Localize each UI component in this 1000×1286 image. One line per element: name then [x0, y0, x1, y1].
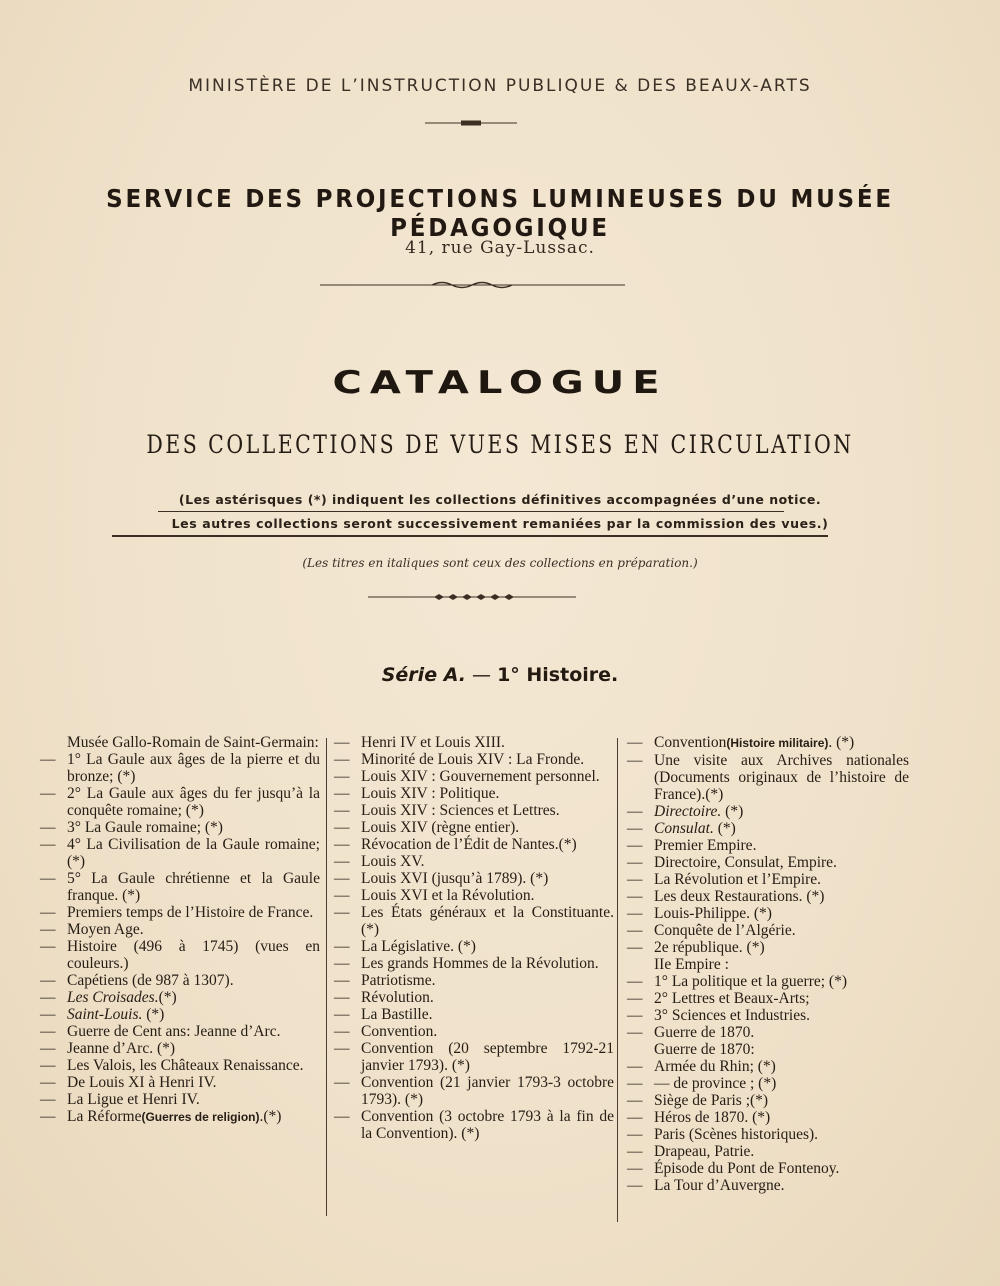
entry-dash: —	[40, 989, 56, 1006]
entry-title: Louis XIV : Politique.	[361, 785, 500, 802]
entry-title: Convention.	[361, 1023, 438, 1040]
entry-dash: —	[334, 768, 350, 785]
catalogue-entry	[40, 1091, 320, 1108]
entry-dash: —	[627, 752, 643, 769]
entry-title: Musée Gallo-Romain de Saint-Germain:	[67, 734, 319, 751]
entry-dash: —	[334, 751, 350, 768]
entry-title: Drapeau, Patrie.	[654, 1143, 755, 1160]
entry-dash: —	[40, 921, 56, 938]
entry-title: Jeanne d’Arc. (*)	[67, 1040, 176, 1057]
entry-title: 2° La Gaule aux âges du fer jusqu’à la conquête romaine; (*)	[67, 785, 320, 819]
entry-dash: —	[40, 870, 56, 887]
entry-title: Épisode du Pont de Fontenoy.	[654, 1160, 840, 1177]
catalogue-entry	[627, 752, 909, 803]
entry-title: La Ligue et Henri IV.	[67, 1091, 200, 1108]
entry-title: Convention (20 septembre 1792-21 janvier 1793). (*)	[361, 1040, 614, 1074]
entry-title: Héros de 1870. (*)	[654, 1109, 771, 1126]
catalogue-entry	[627, 990, 909, 1007]
entry-dash: —	[627, 1160, 643, 1177]
catalogue-entry	[40, 1108, 320, 1126]
entry-title: Moyen Age.	[67, 921, 144, 938]
catalogue-entry	[334, 1023, 614, 1040]
entry-title: Révocation de l’Édit de Nantes.(*)	[361, 836, 577, 853]
entry-dash: —	[627, 905, 643, 922]
entry-dash: —	[627, 837, 643, 854]
entry-title: Les Valois, les Châteaux Renaissance.	[67, 1057, 304, 1074]
service-title: SERVICE DES PROJECTIONS LUMINEUSES DU MUSÉE PÉDAGOGIQUE	[106, 184, 894, 242]
catalogue-entry	[334, 734, 614, 751]
entry-dash: —	[40, 1057, 56, 1074]
entry-dash: —	[40, 1006, 56, 1023]
entry-dash: —	[627, 1143, 643, 1160]
entry-dash: —	[40, 1074, 56, 1091]
catalogue-column-3	[627, 734, 909, 1194]
catalogue-entry	[334, 1006, 614, 1023]
catalogue-entry	[627, 1041, 909, 1058]
catalogue-entry	[40, 734, 320, 751]
entry-title: Louis XVI (jusqu’à 1789). (*)	[361, 870, 549, 887]
entry-title: Paris (Scènes historiques).	[654, 1126, 819, 1143]
catalogue-entry	[334, 819, 614, 836]
entry-title: Louis-Philippe. (*)	[654, 905, 772, 922]
entry-suffix: (*)	[713, 820, 736, 837]
entry-title: Guerre de Cent ans: Jeanne d’Arc.	[67, 1023, 281, 1040]
catalogue-entry	[334, 870, 614, 887]
entry-dash: —	[627, 990, 643, 1007]
entry-title: Conquête de l’Algérie.	[654, 922, 796, 939]
catalogue-column-2	[334, 734, 614, 1142]
catalogue-entry	[334, 1040, 614, 1074]
entry-dash: —	[627, 1007, 643, 1024]
catalogue-entry	[40, 785, 320, 819]
entry-title: Convention	[654, 734, 727, 751]
entry-title: De Louis XI à Henri IV.	[67, 1074, 217, 1091]
entry-title: Armée du Rhin; (*)	[654, 1058, 776, 1075]
entry-title: 1° La politique et la guerre; (*)	[654, 973, 847, 990]
catalogue-entry	[627, 1075, 909, 1092]
entry-dash: —	[334, 819, 350, 836]
series-heading	[0, 664, 1000, 686]
catalogue-entry	[627, 820, 909, 837]
catalogue-entry	[627, 939, 909, 956]
catalogue-entry	[40, 819, 320, 836]
catalogue-entry	[627, 1024, 909, 1041]
entry-title: Guerre de 1870:	[654, 1041, 755, 1058]
series-dash: —	[472, 664, 492, 686]
entry-dash: —	[334, 1040, 350, 1057]
entry-dash: —	[334, 989, 350, 1006]
entry-suffix: (*)	[142, 1006, 165, 1023]
entry-title: La Réforme	[67, 1108, 142, 1125]
entry-title: 4° La Civilisation de la Gaule romaine; (*)	[67, 836, 320, 870]
entry-title: IIe Empire :	[654, 956, 729, 973]
catalogue-entry	[627, 734, 909, 752]
entry-dash: —	[334, 938, 350, 955]
entry-dash: —	[627, 734, 643, 751]
entry-title: — de province ; (*)	[654, 1075, 777, 1092]
entry-title: Louis XIV (règne entier).	[361, 819, 520, 836]
ministry-heading: MINISTÈRE DE L’INSTRUCTION PUBLIQUE & DES BEAUX-ARTS	[188, 76, 812, 96]
catalogue-entry	[40, 1074, 320, 1091]
catalogue-entry	[627, 1092, 909, 1109]
catalogue-entry	[334, 853, 614, 870]
entry-title: Les États généraux et la Constituante. (*)	[361, 904, 614, 938]
ornament-divider-middle	[320, 279, 625, 291]
catalogue-title: CATALOGUE	[332, 365, 668, 401]
entry-title: Les deux Restaurations. (*)	[654, 888, 825, 905]
catalogue-entry	[627, 837, 909, 854]
catalogue-column-1	[40, 734, 320, 1126]
notice-line-2: Les autres collections seront successivement remaniées par la commission des vues.)	[171, 516, 829, 531]
entry-dash: —	[627, 973, 643, 990]
entry-note: (Guerres de religion)	[141, 1110, 260, 1124]
entry-dash: —	[334, 1108, 350, 1125]
catalogue-subtitle: DES COLLECTIONS DE VUES MISES EN CIRCULATION	[146, 430, 854, 459]
entry-dash: —	[627, 1024, 643, 1041]
entry-title: Patriotisme.	[361, 972, 436, 989]
entry-title: Une visite aux Archives nationales (Documents originaux de l’histoire de France).(*)	[654, 752, 909, 803]
catalogue-entry	[40, 836, 320, 870]
catalogue-entry	[627, 1007, 909, 1024]
entry-title: Louis XIV : Sciences et Lettres.	[361, 802, 560, 819]
catalogue-entry	[627, 888, 909, 905]
catalogue-entry	[334, 887, 614, 904]
entry-dash: —	[40, 1091, 56, 1108]
catalogue-entry	[334, 836, 614, 853]
catalogue-entry	[627, 922, 909, 939]
notice-line-1: (Les astérisques (*) indiquent les collections définitives accompagnées d’une notice.	[178, 492, 822, 507]
column-divider-1	[326, 738, 327, 1216]
entry-dash: —	[334, 1074, 350, 1091]
entry-dash: —	[40, 1040, 56, 1057]
ornament-divider-top	[425, 118, 517, 128]
catalogue-entry	[627, 871, 909, 888]
entry-dash: —	[40, 785, 56, 802]
notice-rule-1	[158, 511, 784, 512]
entry-title: Minorité de Louis XIV : La Fronde.	[361, 751, 585, 768]
catalogue-entry	[627, 1177, 909, 1194]
entry-title: 3° La Gaule romaine; (*)	[67, 819, 223, 836]
catalogue-entry	[40, 1057, 320, 1074]
entry-title: 2e république. (*)	[654, 939, 765, 956]
entry-suffix: (*)	[721, 803, 744, 820]
catalogue-entry	[40, 972, 320, 989]
entry-dash: —	[627, 888, 643, 905]
catalogue-entry	[627, 973, 909, 990]
catalogue-entry	[40, 751, 320, 785]
catalogue-entry	[40, 989, 320, 1006]
entry-title: 1° La Gaule aux âges de la pierre et du bronze; (*)	[67, 751, 320, 785]
entry-title: La Bastille.	[361, 1006, 433, 1023]
catalogue-entry	[627, 1109, 909, 1126]
entry-title: Histoire (496 à 1745) (vues en couleurs.)	[67, 938, 320, 972]
entry-suffix: .(*)	[259, 1108, 282, 1125]
entry-dash: —	[40, 1023, 56, 1040]
catalogue-entry	[40, 938, 320, 972]
catalogue-entry	[627, 956, 909, 973]
entry-title: Capétiens (de 987 à 1307).	[67, 972, 234, 989]
entry-dash: —	[627, 854, 643, 871]
entry-title: Directoire.	[654, 803, 722, 820]
entry-dash: —	[627, 1126, 643, 1143]
entry-dash: —	[40, 904, 56, 921]
entry-dash: —	[334, 887, 350, 904]
catalogue-entry	[627, 1126, 909, 1143]
address-line: 41, rue Gay-Lussac.	[405, 238, 595, 258]
entry-title: Guerre de 1870.	[654, 1024, 755, 1041]
series-title: 1° Histoire.	[497, 664, 619, 686]
entry-note: (Histoire militaire)	[726, 736, 829, 750]
series-label: Série A.	[381, 664, 466, 686]
entry-dash: —	[627, 939, 643, 956]
entry-dash: —	[334, 972, 350, 989]
catalogue-entry	[627, 1058, 909, 1075]
catalogue-entry	[40, 921, 320, 938]
entry-dash: —	[40, 972, 56, 989]
catalogue-entry	[334, 904, 614, 938]
catalogue-entry	[334, 972, 614, 989]
entry-title: Directoire, Consulat, Empire.	[654, 854, 837, 871]
entry-dash: —	[334, 802, 350, 819]
catalogue-entry	[627, 803, 909, 820]
entry-title: 3° Sciences et Industries.	[654, 1007, 810, 1024]
entry-dash: —	[627, 803, 643, 820]
entry-title: Premiers temps de l’Histoire de France.	[67, 904, 314, 921]
catalogue-entry	[627, 905, 909, 922]
entry-dash: —	[627, 871, 643, 888]
entry-title: Louis XVI et la Révolution.	[361, 887, 535, 904]
entry-title: Siège de Paris ;(*)	[654, 1092, 769, 1109]
entry-title: Henri IV et Louis XIII.	[361, 734, 505, 751]
catalogue-entry	[40, 904, 320, 921]
catalogue-entry	[334, 751, 614, 768]
entry-dash: —	[334, 904, 350, 921]
catalogue-entry	[627, 1143, 909, 1160]
catalogue-entry	[40, 1006, 320, 1023]
entry-dash: —	[334, 1006, 350, 1023]
catalogue-entry	[334, 785, 614, 802]
catalogue-entry	[334, 1108, 614, 1142]
entry-title: Les Croisades.	[67, 989, 159, 1006]
entry-title: Les grands Hommes de la Révolution.	[361, 955, 599, 972]
entry-title: 2° Lettres et Beaux-Arts;	[654, 990, 810, 1007]
entry-title: 5° La Gaule chrétienne et la Gaule franque. (*)	[67, 870, 320, 904]
entry-dash: —	[40, 819, 56, 836]
catalogue-entry	[334, 989, 614, 1006]
ornament-divider-bottom	[368, 591, 576, 603]
italic-note: (Les titres en italiques sont ceux des collections en préparation.)	[302, 556, 698, 570]
entry-dash: —	[40, 938, 56, 955]
entry-dash: —	[627, 1177, 643, 1194]
entry-title: Révolution.	[361, 989, 434, 1006]
entry-title: Consulat.	[654, 820, 714, 837]
entry-dash: —	[334, 785, 350, 802]
notice-rule-2	[112, 535, 828, 537]
entry-title: Louis XV.	[361, 853, 425, 870]
entry-title: La Révolution et l’Empire.	[654, 871, 822, 888]
entry-title: Saint-Louis.	[67, 1006, 143, 1023]
entry-dash: —	[40, 836, 56, 853]
catalogue-entry	[627, 854, 909, 871]
column-divider-2	[617, 738, 618, 1222]
catalogue-entry	[40, 1040, 320, 1057]
entry-dash: —	[334, 870, 350, 887]
entry-title: La Législative. (*)	[361, 938, 476, 955]
entry-dash: —	[334, 1023, 350, 1040]
entry-title: Premier Empire.	[654, 837, 757, 854]
entry-dash: —	[627, 820, 643, 837]
entry-dash: —	[627, 1075, 643, 1092]
entry-title: Convention (3 octobre 1793 à la fin de la Convention). (*)	[361, 1108, 614, 1142]
entry-dash: —	[334, 955, 350, 972]
entry-title: Convention (21 janvier 1793-3 octobre 1793). (*)	[361, 1074, 614, 1108]
catalogue-entry	[40, 1023, 320, 1040]
entry-suffix: . (*)	[828, 734, 855, 751]
catalogue-entry	[627, 1160, 909, 1177]
entry-title: Louis XIV : Gouvernement personnel.	[361, 768, 600, 785]
catalogue-entry	[334, 1074, 614, 1108]
entry-dash: —	[334, 836, 350, 853]
entry-dash: —	[40, 1108, 56, 1125]
entry-dash: —	[334, 853, 350, 870]
catalogue-entry	[40, 870, 320, 904]
catalogue-entry	[334, 955, 614, 972]
catalogue-entry	[334, 938, 614, 955]
entry-dash: —	[334, 734, 350, 751]
entry-title: La Tour d’Auvergne.	[654, 1177, 785, 1194]
entry-dash: —	[627, 1109, 643, 1126]
entry-dash: —	[627, 922, 643, 939]
entry-dash: —	[40, 751, 56, 768]
entry-dash: —	[627, 1058, 643, 1075]
catalogue-entry	[334, 802, 614, 819]
entry-suffix: (*)	[158, 989, 177, 1006]
catalogue-entry	[334, 768, 614, 785]
entry-dash: —	[627, 1092, 643, 1109]
